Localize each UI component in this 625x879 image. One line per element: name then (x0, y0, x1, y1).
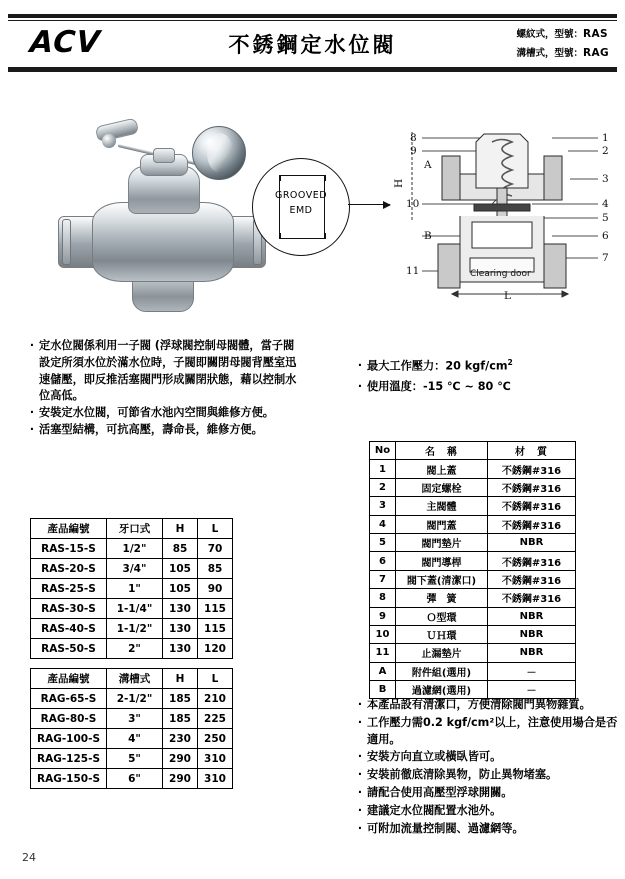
cell-h: 105 (163, 559, 198, 579)
cell-model: RAS-20-S (31, 559, 107, 579)
cell-h: 105 (163, 579, 198, 599)
table-row (370, 478, 576, 496)
cell-size: 6" (107, 769, 163, 789)
table-row (370, 570, 576, 588)
cell-size: 1-1/2" (107, 619, 163, 639)
brand-logo: ACV (28, 25, 102, 60)
dim-label-a: A (424, 159, 432, 171)
column-header: 材 質 (488, 442, 576, 460)
cell-material: NBR (488, 625, 576, 643)
cell-name: Ｏ型環 (396, 607, 488, 625)
float-arm-link (102, 134, 116, 148)
cell-material: 不銹鋼#316 (488, 497, 576, 515)
cross-section-drawing (392, 96, 625, 316)
dim-label-h: H (393, 178, 405, 188)
callout-7: 7 (602, 252, 609, 264)
table-row (370, 533, 576, 551)
cell-no: 3 (370, 497, 396, 515)
cell-no: A (370, 662, 396, 680)
grooved-emd-label-line2: EMD (289, 204, 313, 216)
page-header (8, 14, 617, 74)
cell-l: 225 (198, 709, 233, 729)
cell-size: 5" (107, 749, 163, 769)
specification-list (358, 356, 618, 398)
header-rule-bottom-thick (8, 68, 617, 72)
cell-h: 290 (163, 769, 198, 789)
grooved-emd-label-line1: GROOVED (274, 190, 328, 201)
cell-h: 185 (163, 709, 198, 729)
callout-4: 4 (602, 198, 609, 210)
page-number: 24 (22, 851, 36, 864)
table-row (370, 662, 576, 680)
cell-l: 310 (198, 749, 233, 769)
cell-material: 不銹鋼#316 (488, 515, 576, 533)
callout-2: 2 (602, 145, 609, 157)
cell-l: 115 (198, 619, 233, 639)
cell-material: NBR (488, 644, 576, 662)
column-header: No (370, 442, 396, 460)
cell-l: 85 (198, 559, 233, 579)
note-item: ‧ 本產品設有清潔口，方便清除閥門異物雜質。 (358, 697, 620, 714)
column-header: H (163, 669, 198, 689)
cell-no: 5 (370, 533, 396, 551)
cell-h: 290 (163, 749, 198, 769)
model-codes (516, 25, 609, 62)
cell-name: 閥門導桿 (396, 552, 488, 570)
table-row (31, 709, 233, 729)
cell-name: 閥門蓋 (396, 515, 488, 533)
cell-l: 70 (198, 539, 233, 559)
callout-1: 1 (602, 132, 609, 144)
cell-name: 主閥體 (396, 497, 488, 515)
cell-size: 2-1/2" (107, 689, 163, 709)
cell-h: 230 (163, 729, 198, 749)
cell-l: 250 (198, 729, 233, 749)
cell-material: NBR (488, 533, 576, 551)
note-item: ‧ 請配合使用高壓型浮球開關。 (358, 785, 620, 802)
cell-material: 不銹鋼#316 (488, 478, 576, 496)
table-row (31, 689, 233, 709)
column-header: L (198, 669, 233, 689)
cell-name: 止漏墊片 (396, 644, 488, 662)
cell-name: 彈 簧 (396, 589, 488, 607)
spec-max-pressure-label: 最大工作壓力： (367, 359, 446, 373)
cell-no: B (370, 681, 396, 699)
table-row (31, 599, 233, 619)
grooved-emd-label (253, 189, 349, 218)
cell-model: RAG-80-S (31, 709, 107, 729)
spec-temperature (358, 377, 618, 398)
model-code-ras: RAS (582, 28, 608, 40)
cell-size: 1" (107, 579, 163, 599)
column-header: 名 稱 (396, 442, 488, 460)
column-header: 牙口式 (107, 519, 163, 539)
model-row-rag (516, 44, 609, 63)
cell-name: ＵＨ環 (396, 625, 488, 643)
callout-5: 5 (602, 212, 609, 224)
callout-9: 9 (410, 145, 417, 157)
column-header: L (198, 519, 233, 539)
table-row (31, 559, 233, 579)
usage-notes-list (358, 697, 620, 838)
cell-size: 3/4" (107, 559, 163, 579)
cell-no: 4 (370, 515, 396, 533)
table-row (31, 619, 233, 639)
left-feature-list (30, 338, 298, 439)
note-item: ‧ 可附加流量控制閥、過濾網等。 (358, 821, 620, 838)
cell-size: 1-1/4" (107, 599, 163, 619)
cell-l: 120 (198, 639, 233, 659)
table-row (370, 515, 576, 533)
table-row (31, 749, 233, 769)
cell-material: NBR (488, 607, 576, 625)
cell-no: 2 (370, 478, 396, 496)
table-row (31, 539, 233, 559)
model-type-grooved: 溝槽式，型號： (516, 47, 583, 59)
cell-size: 1/2" (107, 539, 163, 559)
model-type-threaded: 螺紋式，型號： (516, 29, 583, 40)
spec-max-pressure-value: 20 kgf/cm (445, 359, 508, 373)
cell-no: 7 (370, 570, 396, 588)
table-parts-list (369, 441, 576, 699)
header-rule-top-thick (8, 14, 617, 18)
cell-name: 閥門墊片 (396, 533, 488, 551)
cell-material: 不銹鋼#316 (488, 570, 576, 588)
cell-size: 3" (107, 709, 163, 729)
cell-material: － (488, 681, 576, 699)
cell-model: RAG-100-S (31, 729, 107, 749)
grooved-emd-arrow-icon (348, 204, 390, 205)
cell-material: 不銹鋼#316 (488, 589, 576, 607)
cell-name: 閥下蓋(清潔口) (396, 570, 488, 588)
cell-no: 10 (370, 625, 396, 643)
table-header-row (31, 669, 233, 689)
page-title: 不銹鋼定水位閥 (228, 33, 397, 57)
cell-material: － (488, 662, 576, 680)
column-header: H (163, 519, 198, 539)
feature-item: ‧ 定水位閥係利用一子閥 (浮球閥控制母閥體，當子閥設定所須水位於滿水位時，子閥即關閉母閥背壓室迅速儲壓，即反推活塞閥門形成關閉狀態，藉以控制水位高低。 (30, 338, 298, 405)
table-row (370, 644, 576, 662)
valve-body (92, 202, 234, 282)
table-row (31, 769, 233, 789)
spec-max-pressure (358, 356, 618, 377)
cell-h: 130 (163, 639, 198, 659)
column-header: 產品編號 (31, 669, 107, 689)
table-row (370, 625, 576, 643)
cell-model: RAG-125-S (31, 749, 107, 769)
cell-model: RAS-25-S (31, 579, 107, 599)
callout-6: 6 (602, 230, 609, 242)
float-ball (192, 126, 246, 180)
illustration-band (0, 96, 625, 321)
cell-l: 115 (198, 599, 233, 619)
cell-l: 90 (198, 579, 233, 599)
cell-size: 2" (107, 639, 163, 659)
spec-temperature-value: -15 ℃ ~ 80 ℃ (422, 380, 511, 394)
cell-h: 185 (163, 689, 198, 709)
cell-model: RAS-30-S (31, 599, 107, 619)
callout-11: 11 (406, 265, 420, 277)
cell-no: 11 (370, 644, 396, 662)
table-header-row (370, 442, 576, 460)
grooved-emd-detail (252, 158, 350, 256)
cell-material: 不銹鋼#316 (488, 460, 576, 478)
cell-l: 210 (198, 689, 233, 709)
cell-material: 不銹鋼#316 (488, 552, 576, 570)
table-row (370, 607, 576, 625)
callout-3: 3 (602, 173, 609, 185)
table-ras-dimensions (30, 518, 233, 659)
table-rag-dimensions (30, 668, 233, 789)
cell-name: 閥上蓋 (396, 460, 488, 478)
spec-temperature-label: 使用溫度： (367, 380, 423, 394)
table-row (31, 639, 233, 659)
cell-model: RAS-50-S (31, 639, 107, 659)
cell-name: 過濾網(選用) (396, 681, 488, 699)
table-header-row (31, 519, 233, 539)
feature-item: ‧ 活塞型結構，可抗高壓，壽命長，維修方便。 (30, 422, 298, 439)
table-row (31, 579, 233, 599)
header-body (8, 21, 617, 65)
cell-h: 85 (163, 539, 198, 559)
cell-no: 9 (370, 607, 396, 625)
spec-max-pressure-unit-exp: 2 (507, 358, 513, 367)
cell-name: 附件組(選用) (396, 662, 488, 680)
model-code-rag: RAG (582, 46, 609, 59)
note-item: ‧ 工作壓力需0.2 kgf/cm²以上，注意使用場合是否適用。 (358, 715, 620, 749)
cell-name: 固定螺栓 (396, 478, 488, 496)
column-header: 產品編號 (31, 519, 107, 539)
table-row (31, 729, 233, 749)
cell-h: 130 (163, 599, 198, 619)
cell-model: RAG-150-S (31, 769, 107, 789)
model-row-ras (516, 25, 609, 44)
table-row (370, 460, 576, 478)
callout-10: 10 (406, 198, 420, 210)
note-item: ‧ 安裝方向直立或橫臥皆可。 (358, 749, 620, 766)
feature-item: ‧ 安裝定水位閥，可節省水池內空間與維修方便。 (30, 405, 298, 422)
callout-8: 8 (410, 132, 417, 144)
cell-model: RAS-15-S (31, 539, 107, 559)
table-row (370, 589, 576, 607)
cell-no: 1 (370, 460, 396, 478)
dim-label-l: L (504, 290, 511, 302)
cell-no: 8 (370, 589, 396, 607)
cell-size: 4" (107, 729, 163, 749)
note-item: ‧ 建議定水位閥配置水池外。 (358, 803, 620, 820)
cell-model: RAG-65-S (31, 689, 107, 709)
table-row (370, 497, 576, 515)
dim-label-b: B (424, 230, 432, 242)
cell-h: 130 (163, 619, 198, 639)
cell-no: 6 (370, 552, 396, 570)
table-row (370, 552, 576, 570)
cell-model: RAS-40-S (31, 619, 107, 639)
clearing-door-label: Clearing door (470, 269, 531, 279)
cell-l: 310 (198, 769, 233, 789)
valve-top-nut (153, 148, 175, 163)
note-item: ‧ 安裝前徹底清除異物，防止異物堵塞。 (358, 767, 620, 784)
column-header: 溝槽式 (107, 669, 163, 689)
